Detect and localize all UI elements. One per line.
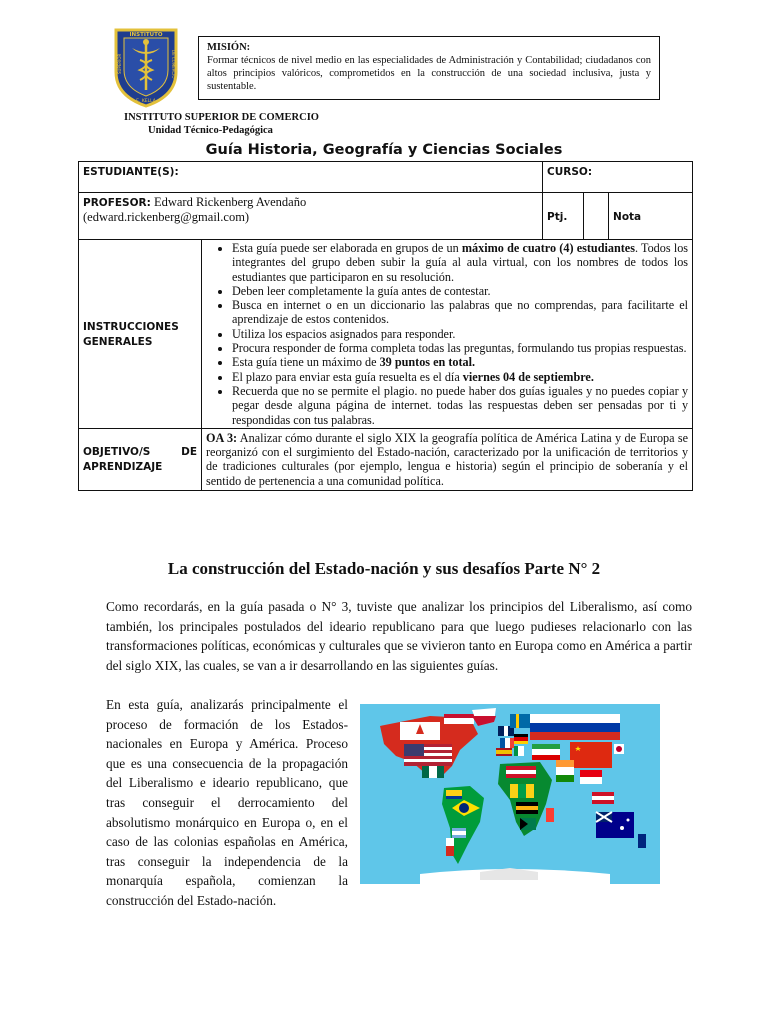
objective-label-2: APRENDIZAJE <box>83 460 163 473</box>
antarctica <box>420 868 610 884</box>
south-america-flags <box>442 786 484 864</box>
grade-label: Nota <box>613 210 642 223</box>
grade-label-cell <box>609 193 693 240</box>
objective-label-de: DE <box>181 445 197 458</box>
guide-paragraph: En esta guía, analizarás principalmente el proceso de formación de los Estados-nacionales en Europa y América. Proceso que es una consecuencia de la propagación del Liberalismo e ideario republicano, que tras conseguir el derrocamiento del absolutismo monárquico en Europa o, en el caso de las colonias españolas en América, tras conseguir la independencia de la monarquía española, comienzan la construcción del Estado-nación. <box>106 697 348 908</box>
institute-name: INSTITUTO SUPERIOR DE COMERCIO <box>124 112 319 123</box>
points-input[interactable] <box>584 193 609 240</box>
student-label: ESTUDIANTE(S): <box>83 166 179 178</box>
course-label: CURSO: <box>547 166 593 178</box>
mission-box <box>198 36 660 100</box>
instruction-item: • Procura responder de forma completa todas las preguntas, formulando tus propias respuestas. <box>232 341 688 355</box>
oa-text: Analizar cómo durante el siglo XIX la geografía política de América Latina y de Europa se reorganizó con el surgimiento del Estado-nación, caracterizado por la unificación de territorios y de tradiciones culturales (por ejemplo, lengua e historia) según el principio de soberanía y el sentido de pertenencia a una comunidad política. <box>206 430 689 488</box>
guide-info-table <box>78 161 693 491</box>
north-america-flags <box>380 714 478 778</box>
world-flags-map <box>360 704 660 884</box>
instruction-item: • Recuerda que no se permite el plagio. no puede haber dos guías iguales y no puedes copiar y pegar desde alguna página de internet. todas las respuestas deben ser pensadas por ti y respondidas con tus palabras. <box>232 384 688 427</box>
objective-label-1: OBJETIVO/S <box>83 445 151 458</box>
guide-title: Guía Historia, Geografía y Ciencias Sociales <box>205 142 563 158</box>
instruction-item: • Esta guía tiene un máximo de 39 puntos en total. <box>232 355 688 369</box>
logo-text-right: DE COMERCIO <box>171 50 176 79</box>
instruction-item: • Utiliza los espacios asignados para responder. <box>232 327 688 341</box>
instructions-list <box>206 241 688 427</box>
instruction-item: • Esta guía puede ser elaborada en grupos de un máximo de cuatro (4) estudiantes. Todos los integrantes del grupo deben subir la guía al aula virtual, con los nombres de todos los estudiantes que participaron en su resolución. <box>232 241 688 284</box>
africa-flags <box>498 762 554 836</box>
intro-paragraph: Como recordarás, en la guía pasada o N° 3, tuviste que analizar los principios del Liberalismo, así como también, los principales postulados del ideario republicano para que luego pudieses relacionarlo con las transformaciones políticas, económicas y culturales que se vivieron tanto en Europa como en América a partir del siglo XIX, las cuales, se van a ir desarrollando en las siguientes guías. <box>106 599 692 673</box>
teacher-email: (edward.rickenberg@gmail.com) <box>83 210 250 224</box>
instruction-item: • El plazo para enviar esta guía resuelta es el día viernes 04 de septiembre. <box>232 370 688 384</box>
section-title: La construcción del Estado-nación y sus desafíos Parte N° 2 <box>167 559 601 578</box>
oa-code: OA 3: <box>206 430 238 445</box>
instructions-label-cell <box>79 240 202 429</box>
mission-text: Formar técnicos de nivel medio en las especialidades de Administración y Contabilidad; ciudadanos con altos principios valóricos, comprometidos en la construcción de una sociedad inclusiva, justa y sustentable. <box>207 55 651 92</box>
mission-title: MISIÓN: <box>207 42 251 53</box>
course-field[interactable] <box>543 162 693 193</box>
instruction-item: • Busca en internet o en un diccionario las palabras que no comprendas, para facilitarte el aprendizaje de estos contenidos. <box>232 298 688 327</box>
europe-flags <box>496 714 530 756</box>
logo-text-bottom: E. KELLA <box>136 99 156 104</box>
instructions-label: INSTRUCCIONES GENERALES <box>83 320 179 348</box>
points-label: Ptj. <box>547 210 568 223</box>
objective-cell <box>202 428 693 490</box>
institute-logo <box>110 26 182 108</box>
logo-text-left: SUPERIOR <box>117 53 122 74</box>
points-label-cell <box>543 193 584 240</box>
unit-name: Unidad Técnico-Pedagógica <box>148 125 273 136</box>
instruction-item: • Deben leer completamente la guía antes de contestar. <box>232 284 688 298</box>
student-field[interactable] <box>79 162 543 193</box>
logo-text-top: INSTITUTO <box>129 32 163 38</box>
objective-label-cell <box>79 428 202 490</box>
instructions-cell <box>202 240 693 429</box>
teacher-name: Edward Rickenberg Avendaño <box>150 195 307 209</box>
teacher-label: PROFESOR: <box>83 197 151 209</box>
teacher-field <box>79 193 543 240</box>
oceania-flags <box>592 792 646 848</box>
